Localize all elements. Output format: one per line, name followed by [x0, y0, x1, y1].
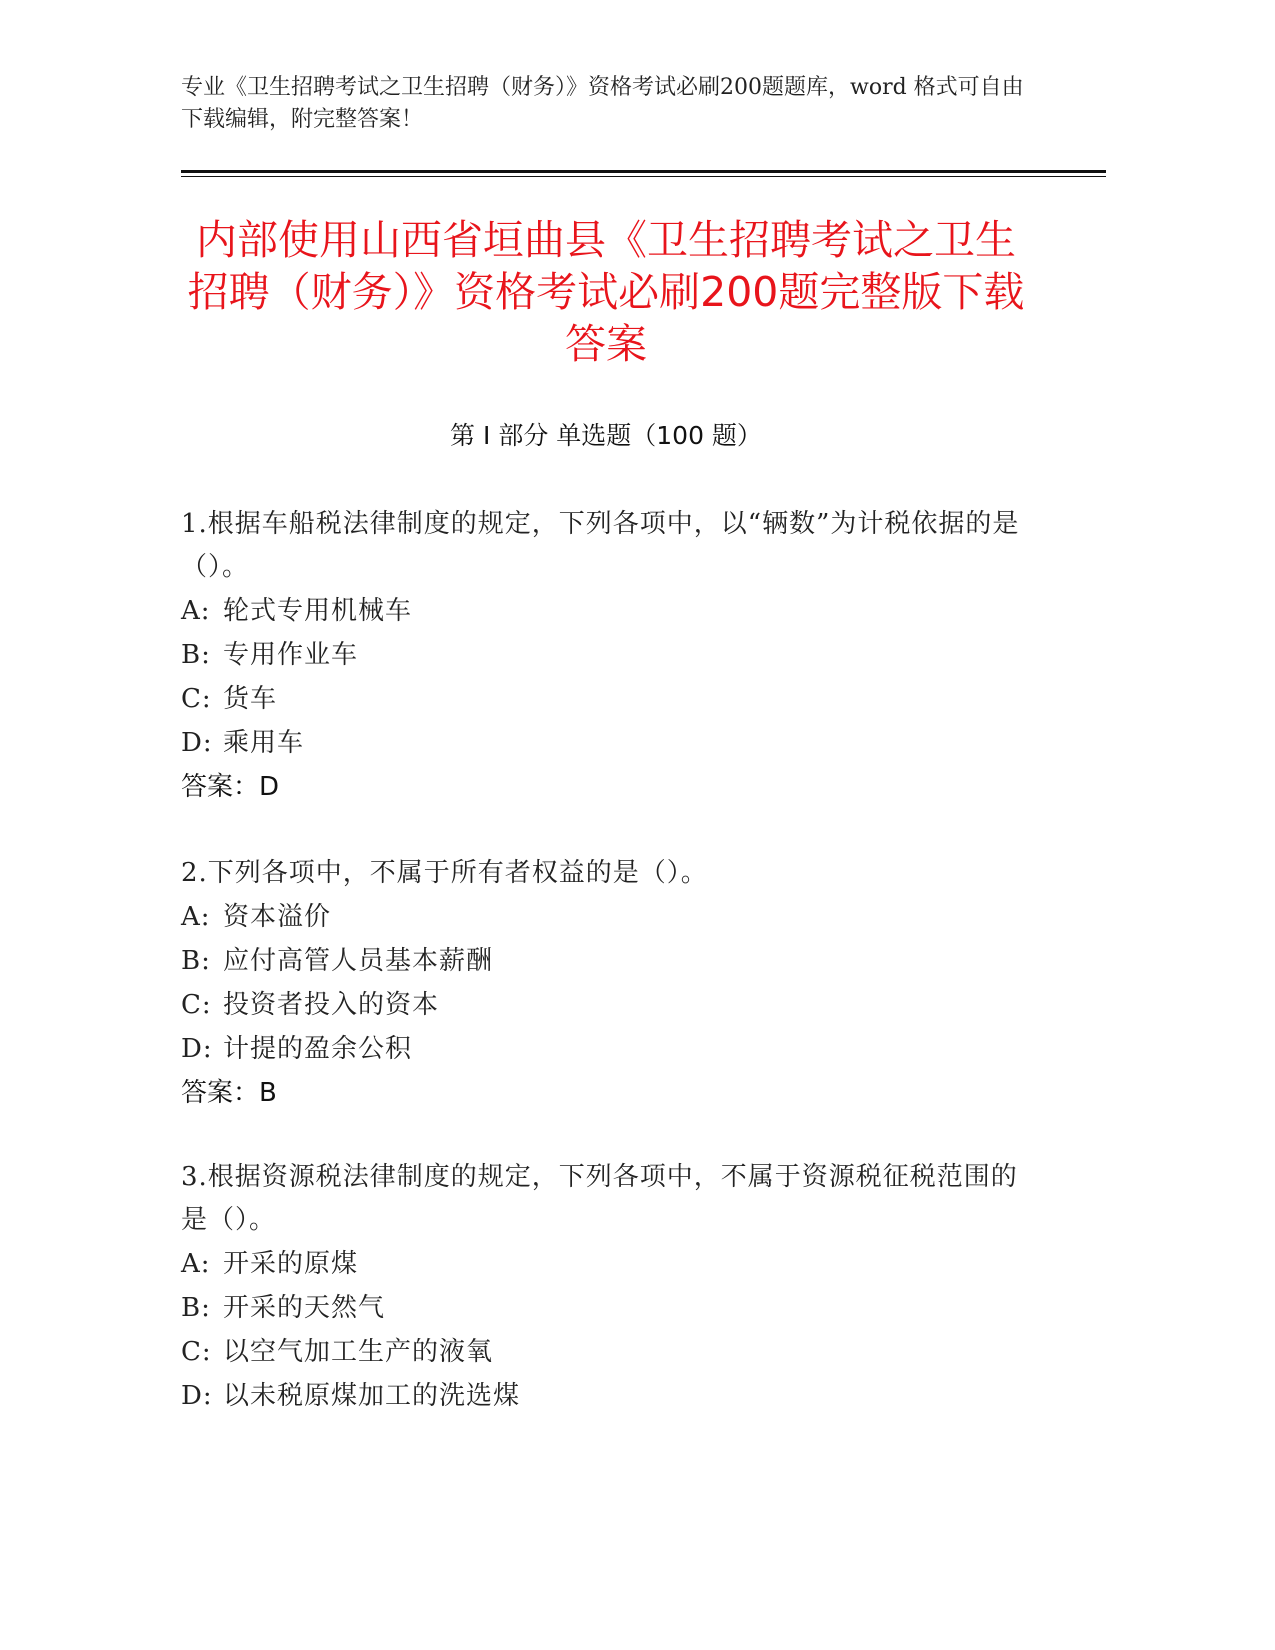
option-text: 投资者投入的资本 [223, 990, 440, 1020]
question-option-c [181, 677, 1021, 721]
question-option-d [181, 1374, 1021, 1418]
question-answer: 答案：B [181, 1078, 277, 1108]
question-option-a [181, 895, 1021, 939]
question-option-b [181, 633, 1021, 677]
header-note: 专业《卫生招聘考试之卫生招聘（财务）》资格考试必刷200题题库，word 格式可自由下载编辑，附完整答案！ [181, 75, 1024, 132]
option-letter: B: [181, 640, 211, 670]
question-stem: 3.根据资源税法律制度的规定，下列各项中，不属于资源税征税范围的是（）。 [181, 1162, 1018, 1235]
question-option-d [181, 721, 1021, 765]
question-1 [181, 503, 1021, 809]
question-option-a [181, 589, 1021, 633]
option-letter: C: [181, 990, 212, 1020]
question-answer: 答案：D [181, 772, 280, 802]
option-letter: B: [181, 946, 211, 976]
option-text: 货车 [223, 684, 278, 714]
question-stem: 1.根据车船税法律制度的规定，下列各项中，以“辆数”为计税依据的是（）。 [181, 509, 1020, 582]
question-option-c [181, 1330, 1021, 1374]
question-option-c [181, 983, 1021, 1027]
header-divider-thick [181, 170, 1106, 173]
question-option-b [181, 1286, 1021, 1330]
option-letter: D: [181, 1381, 213, 1411]
document-title: 内部使用山西省垣曲县《卫生招聘考试之卫生招聘（财务）》资格考试必刷200题完整版下载答案 [187, 216, 1025, 368]
question-3 [181, 1156, 1021, 1418]
option-text: 轮式专用机械车 [223, 596, 413, 626]
question-option-b [181, 939, 1021, 983]
question-option-d [181, 1027, 1021, 1071]
option-letter: C: [181, 684, 212, 714]
option-letter: B: [181, 1293, 211, 1323]
option-letter: C: [181, 1337, 212, 1367]
option-letter: A: [181, 902, 211, 932]
option-text: 乘用车 [223, 728, 305, 758]
question-stem: 2.下列各项中，不属于所有者权益的是（）。 [181, 858, 708, 888]
option-letter: D: [181, 728, 213, 758]
option-letter: A: [181, 596, 211, 626]
option-letter: D: [181, 1034, 213, 1064]
question-2 [181, 852, 1021, 1115]
option-text: 专用作业车 [223, 640, 359, 670]
option-text: 以空气加工生产的液氧 [223, 1337, 494, 1367]
option-text: 资本溢价 [223, 902, 332, 932]
option-text: 计提的盈余公积 [223, 1034, 413, 1064]
option-text: 以未税原煤加工的洗选煤 [223, 1381, 521, 1411]
option-text: 开采的天然气 [223, 1293, 386, 1323]
header-divider-thin [181, 176, 1106, 177]
option-letter: A: [181, 1249, 211, 1279]
option-text: 开采的原煤 [223, 1249, 359, 1279]
question-option-a [181, 1242, 1021, 1286]
option-text: 应付高管人员基本薪酬 [223, 946, 494, 976]
section-title: 第 I 部分 单选题（100 题） [450, 421, 762, 450]
